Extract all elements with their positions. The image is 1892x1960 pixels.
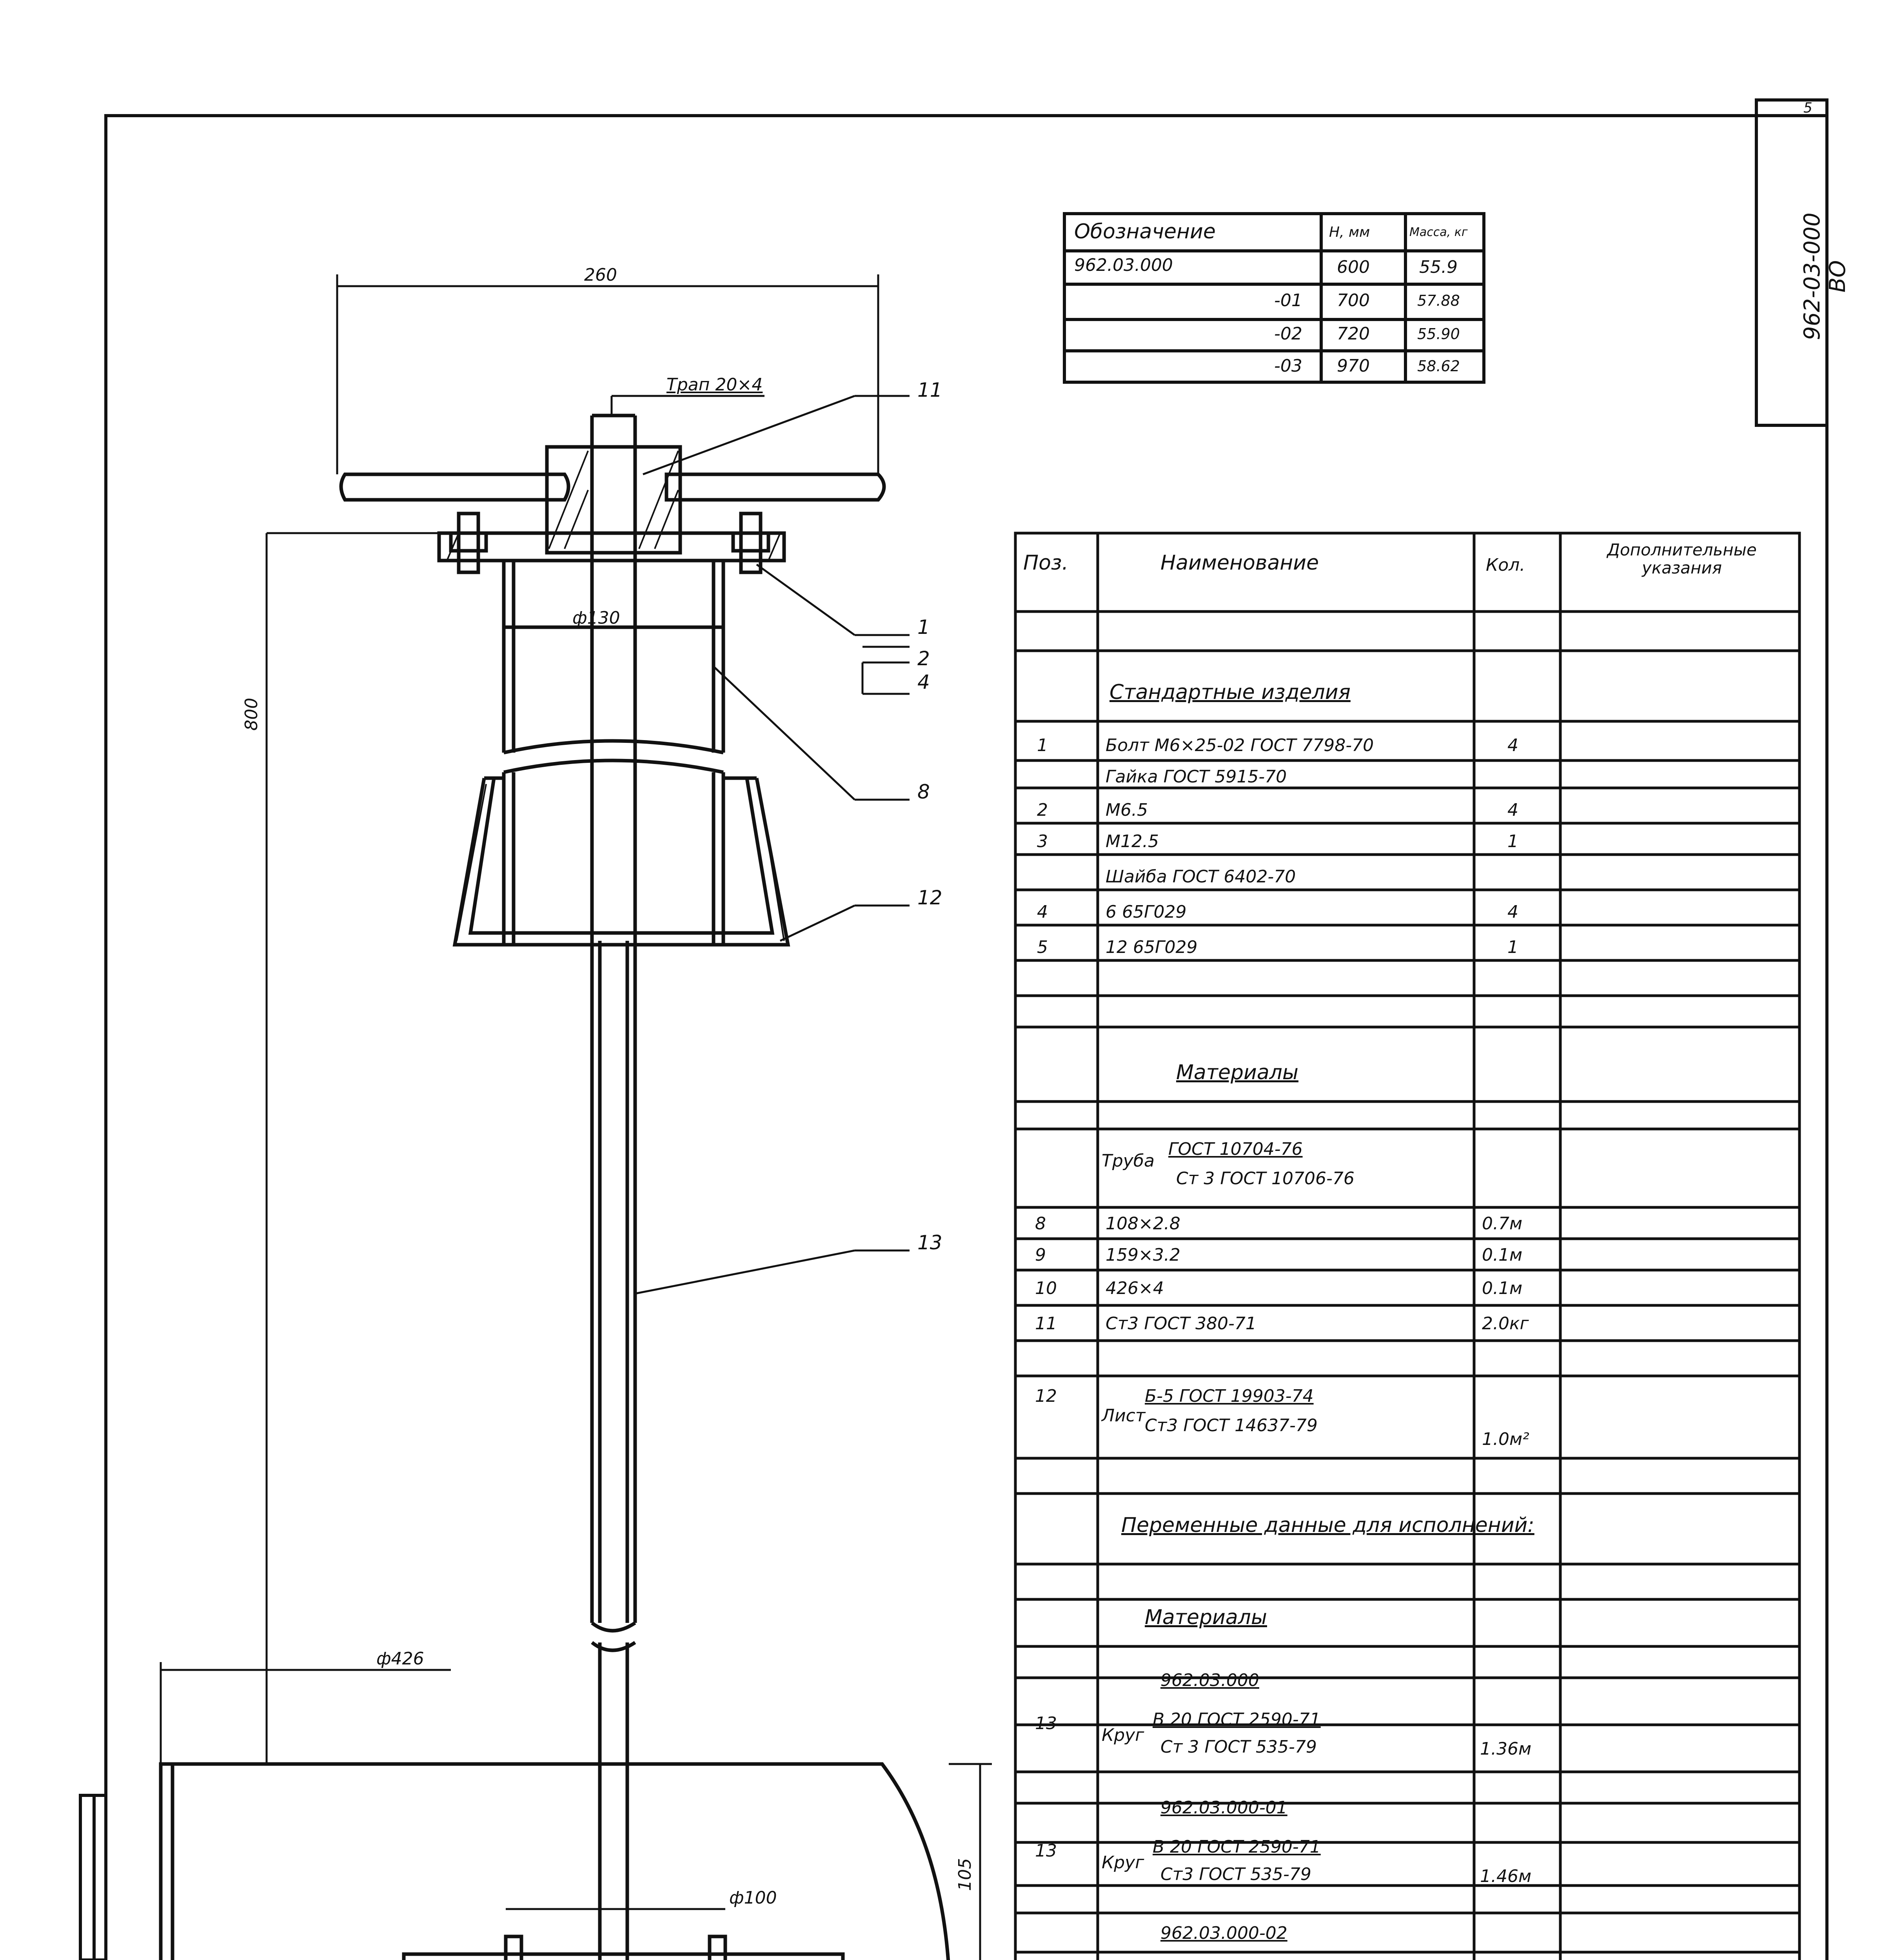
spec-sheet-line1: Б-5 ГОСТ 19903-74	[1145, 1386, 1314, 1406]
variants-row-mass: 58.62	[1417, 358, 1460, 375]
dim-d426: ф426	[376, 1649, 424, 1669]
spec-mat-pos: 10	[1035, 1278, 1057, 1298]
spec-mat-qty: 0.1м	[1482, 1278, 1523, 1298]
spec-mat-qty: 0.1м	[1482, 1245, 1523, 1265]
callout-leaders	[616, 396, 910, 1960]
spec-sheet-pos: 12	[1035, 1386, 1057, 1406]
spec-variant-pos: 13	[1035, 1841, 1057, 1861]
spec-variant-designation: 962.03.000	[1160, 1670, 1259, 1690]
spec-mat-name: 426×4	[1106, 1278, 1164, 1298]
spec-row-pos: 3	[1037, 831, 1048, 851]
side-stamp-code: 962-03-000 ВО	[1799, 212, 1850, 340]
spec-mat-pos: 11	[1035, 1314, 1057, 1334]
spec-row-name: 6 65Г029	[1106, 902, 1187, 922]
spec-row-pos: 4	[1037, 902, 1048, 922]
handle-right	[666, 474, 884, 500]
spec-sheet-line2: Ст3 ГОСТ 14637-79	[1145, 1416, 1318, 1436]
spec-section-materials2: Материалы	[1145, 1606, 1267, 1629]
spec-mat-qty: 0.7м	[1482, 1214, 1523, 1234]
spec-mat-pos: 9	[1035, 1245, 1046, 1265]
spec-row-qty: 4	[1507, 735, 1518, 755]
spec-variant-pos: 13	[1035, 1713, 1057, 1733]
spec-header-qty: Кол.	[1486, 555, 1525, 575]
dim-h105: 105	[955, 1858, 975, 1891]
spec-row-qty: 4	[1507, 800, 1518, 820]
spec-row-name: Болт М6×25-02 ГОСТ 7798-70	[1106, 735, 1374, 755]
spec-variant-label: Круг	[1102, 1725, 1144, 1745]
dimension-lines	[161, 274, 992, 1960]
spec-header-pos: Поз.	[1023, 551, 1069, 575]
spec-section-variable: Переменные данные для исполнений:	[1121, 1514, 1534, 1537]
spec-row-name: М12.5	[1106, 831, 1159, 851]
variants-header-h: H, мм	[1329, 224, 1370, 240]
spec-section-materials: Материалы	[1176, 1061, 1298, 1084]
dim-thread: Трап 20×4	[666, 375, 763, 395]
spec-variant-qty: 1.46м	[1480, 1866, 1532, 1886]
spec-variant-line1: В 20 ГОСТ 2590-71	[1153, 1710, 1321, 1730]
spec-variant-qty: 1.36м	[1480, 1739, 1532, 1759]
spec-row-name: Гайка ГОСТ 5915-70	[1106, 767, 1287, 787]
variants-header-mass: Масса, кг	[1409, 225, 1468, 239]
spec-row-qty: 4	[1507, 902, 1518, 922]
spec-row-pos: 2	[1037, 800, 1048, 820]
spec-sheet-label: Лист	[1102, 1406, 1146, 1426]
variants-row-h: 970	[1337, 356, 1370, 376]
spec-row-name: 12 65Г029	[1106, 937, 1198, 957]
dim-height-800: 800	[241, 698, 261, 731]
callout-1: 1	[917, 616, 930, 639]
variants-row-mass: 57.88	[1417, 292, 1460, 309]
spec-mat-qty: 2.0кг	[1482, 1314, 1529, 1334]
spec-row-name: Шайба ГОСТ 6402-70	[1106, 867, 1296, 887]
spec-row-qty: 1	[1507, 831, 1518, 851]
variants-row-designation: -01	[1274, 290, 1302, 310]
dim-width-260: 260	[584, 265, 617, 285]
spec-mat-name: 159×3.2	[1106, 1245, 1180, 1265]
spec-variant-label: Круг	[1102, 1853, 1144, 1873]
callout-2: 2	[917, 647, 930, 670]
page-number: 5	[1803, 100, 1812, 116]
variants-row-h: 600	[1337, 257, 1370, 277]
variants-row-mass: 55.9	[1419, 257, 1458, 277]
variants-header-designation: Обозначение	[1074, 220, 1216, 243]
section-hatching	[447, 451, 784, 1960]
spec-pipe-line1: ГОСТ 10704-76	[1168, 1139, 1303, 1159]
assembly-geometry	[161, 416, 949, 1960]
dim-d100: ф100	[729, 1888, 777, 1908]
spec-mat-pos: 8	[1035, 1214, 1046, 1234]
spec-header-name: Наименование	[1160, 551, 1319, 575]
spec-row-pos: 1	[1037, 735, 1048, 755]
spec-sheet-qty: 1.0м²	[1482, 1429, 1529, 1449]
spec-row-qty: 1	[1507, 937, 1518, 957]
spec-header-notes: Дополнительные указания	[1607, 540, 1757, 578]
sheet-frame	[106, 116, 1827, 1960]
bottom-flange	[404, 1954, 843, 1960]
callout-13: 13	[917, 1231, 942, 1254]
spec-pipe-line2: Ст 3 ГОСТ 10706-76	[1176, 1169, 1355, 1189]
dim-d130: ф130	[572, 608, 620, 628]
callout-4: 4	[917, 671, 930, 693]
variants-row-designation: -03	[1274, 356, 1302, 376]
callout-8: 8	[917, 780, 930, 803]
spec-variant-line1: В 20 ГОСТ 2590-71	[1153, 1837, 1321, 1857]
spec-section-standard: Стандартные изделия	[1109, 681, 1351, 704]
callout-11: 11	[917, 379, 942, 401]
spec-variant-designation: 962.03.000-01	[1160, 1798, 1287, 1818]
spec-mat-name: Ст3 ГОСТ 380-71	[1106, 1314, 1256, 1334]
spec-row-pos: 5	[1037, 937, 1048, 957]
variants-row-designation: 962.03.000	[1074, 255, 1173, 275]
variants-row-designation: -02	[1274, 324, 1302, 344]
spec-pipe-label: Труба	[1102, 1151, 1155, 1171]
handle-left	[341, 474, 568, 500]
variants-row-h: 700	[1337, 290, 1370, 310]
spec-mat-name: 108×2.8	[1106, 1214, 1180, 1234]
callout-12: 12	[917, 886, 942, 909]
bottom-shell	[161, 1764, 949, 1960]
spec-variant-line2: Ст 3 ГОСТ 535-79	[1160, 1737, 1317, 1757]
spec-row-name: М6.5	[1106, 800, 1148, 820]
spec-variant-designation: 962.03.000-02	[1160, 1923, 1287, 1943]
variants-row-h: 720	[1337, 324, 1370, 344]
spec-variant-line2: Ст3 ГОСТ 535-79	[1160, 1864, 1311, 1884]
variants-row-mass: 55.90	[1417, 325, 1460, 343]
